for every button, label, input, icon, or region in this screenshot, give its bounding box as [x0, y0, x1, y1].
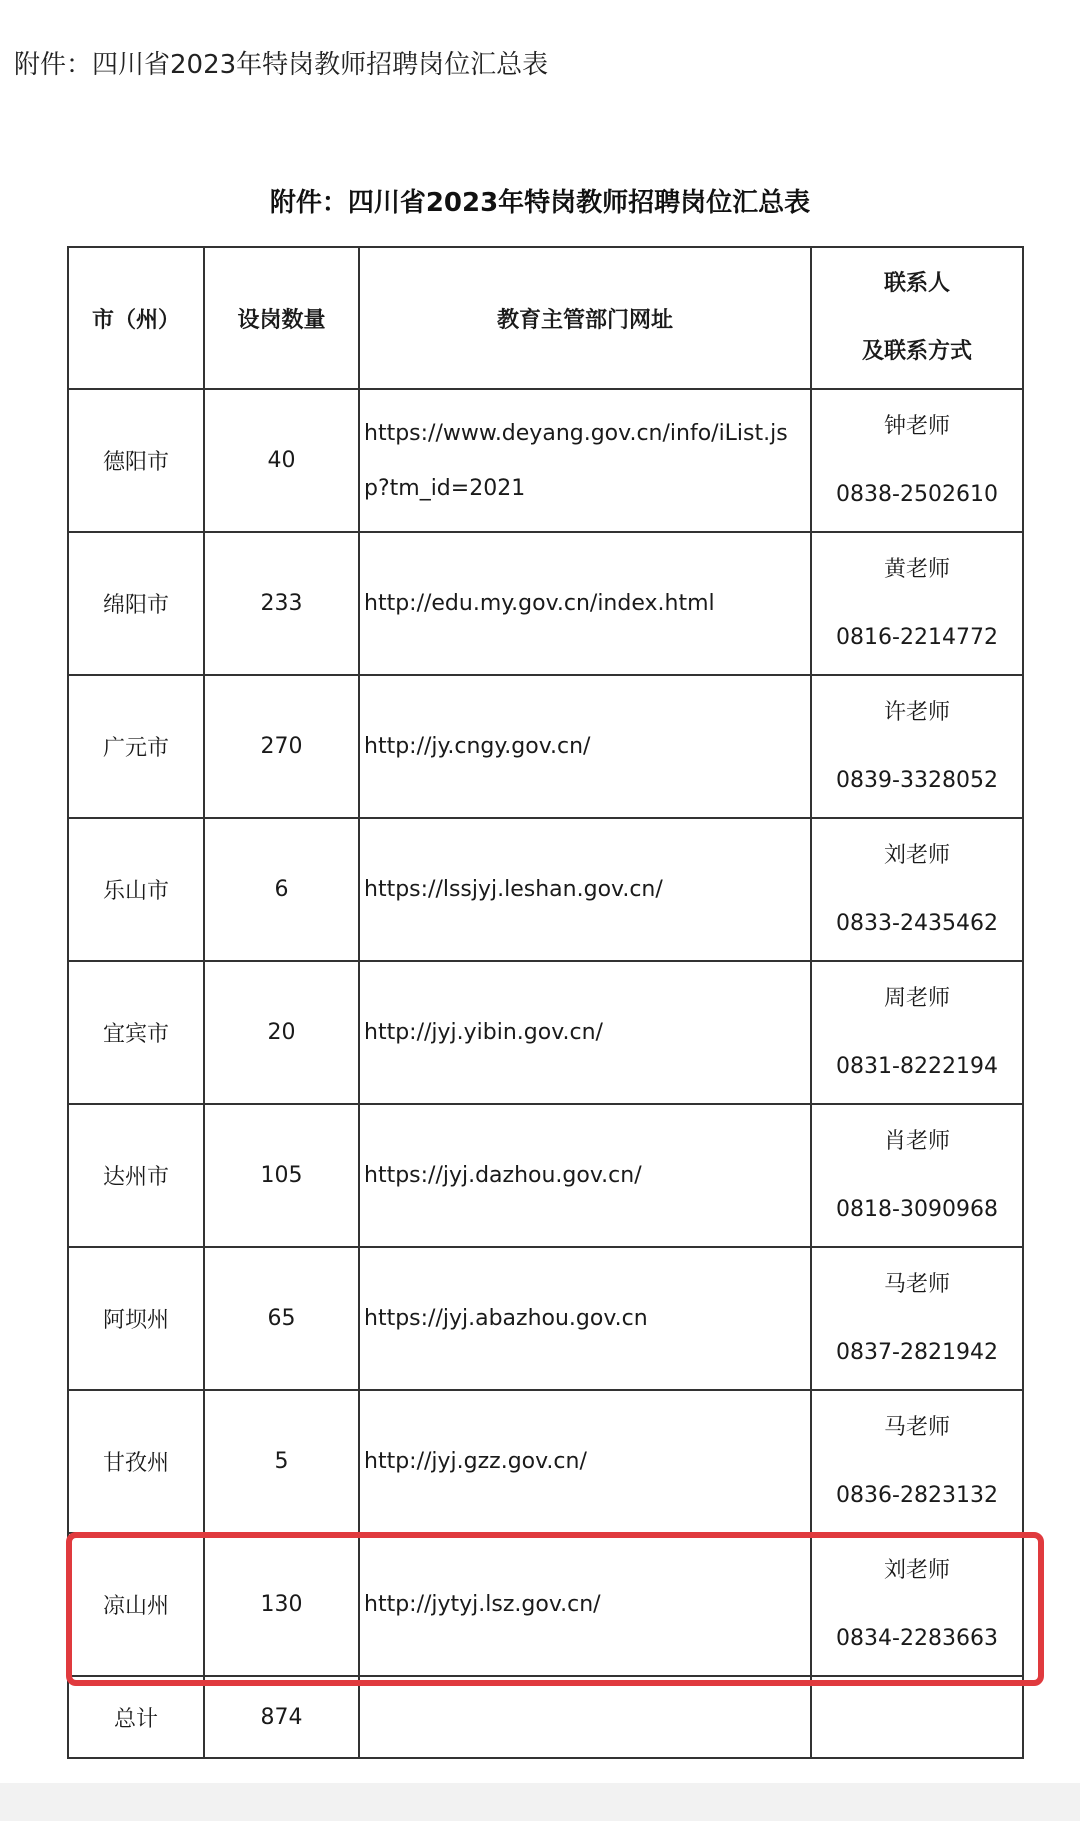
cell-count: 65	[204, 1247, 359, 1390]
contact-name: 黄老师	[883, 556, 950, 582]
bottom-strip	[0, 1783, 1080, 1821]
cell-city: 甘孜州	[68, 1390, 204, 1533]
total-url-empty	[359, 1676, 811, 1758]
cell-url[interactable]: http://jyj.yibin.gov.cn/	[359, 961, 811, 1104]
contact-phone: 0839-3328052	[836, 767, 998, 793]
table-row	[68, 1390, 1023, 1533]
cell-url[interactable]: http://jy.cngy.gov.cn/	[359, 675, 811, 818]
table-row	[68, 1247, 1023, 1390]
table-row	[68, 961, 1023, 1104]
cell-contact	[811, 1390, 1023, 1533]
table-title: 附件：四川省2023年特岗教师招聘岗位汇总表	[269, 188, 811, 218]
contact-phone: 0837-2821942	[836, 1339, 998, 1365]
cell-url[interactable]: http://edu.my.gov.cn/index.html	[359, 532, 811, 675]
contact-name: 肖老师	[883, 1128, 950, 1154]
cell-contact	[811, 675, 1023, 818]
contact-name: 刘老师	[883, 1557, 950, 1583]
header-contact-line2: 及联系方式	[861, 339, 972, 364]
header-city: 市（州）	[68, 247, 204, 389]
header-contact-line1: 联系人	[883, 271, 950, 296]
contact-name: 马老师	[883, 1414, 950, 1440]
cell-city: 宜宾市	[68, 961, 204, 1104]
cell-contact	[811, 961, 1023, 1104]
contact-phone: 0833-2435462	[836, 910, 998, 936]
cell-count: 40	[204, 389, 359, 532]
cell-contact	[811, 532, 1023, 675]
contact-name: 刘老师	[883, 842, 950, 868]
recruitment-table	[67, 246, 1024, 1759]
cell-url[interactable]: https://www.deyang.gov.cn/info/iList.jsp?tm_id=2021	[359, 389, 811, 532]
cell-contact	[811, 818, 1023, 961]
total-row	[68, 1676, 1023, 1758]
cell-city: 德阳市	[68, 389, 204, 532]
total-count: 874	[204, 1676, 359, 1758]
cell-url[interactable]: https://jyj.abazhou.gov.cn	[359, 1247, 811, 1390]
cell-city: 阿坝州	[68, 1247, 204, 1390]
table-row	[68, 818, 1023, 961]
attachment-caption: 附件：四川省2023年特岗教师招聘岗位汇总表	[14, 50, 549, 80]
cell-count: 270	[204, 675, 359, 818]
table-row	[68, 675, 1023, 818]
table-header-row	[68, 247, 1023, 389]
table-row	[68, 532, 1023, 675]
contact-phone: 0834-2283663	[836, 1625, 998, 1651]
cell-url[interactable]: http://jytyj.lsz.gov.cn/	[359, 1533, 811, 1676]
cell-url[interactable]: https://lssjyj.leshan.gov.cn/	[359, 818, 811, 961]
cell-count: 130	[204, 1533, 359, 1676]
cell-count: 233	[204, 532, 359, 675]
cell-contact	[811, 1247, 1023, 1390]
table-row	[68, 389, 1023, 532]
cell-city: 凉山州	[68, 1533, 204, 1676]
contact-phone: 0816-2214772	[836, 624, 998, 650]
cell-city: 达州市	[68, 1104, 204, 1247]
cell-city: 绵阳市	[68, 532, 204, 675]
contact-name: 周老师	[883, 985, 950, 1011]
header-count: 设岗数量	[204, 247, 359, 389]
total-contact-empty	[811, 1676, 1023, 1758]
cell-city: 乐山市	[68, 818, 204, 961]
cell-count: 105	[204, 1104, 359, 1247]
contact-phone: 0838-2502610	[836, 481, 998, 507]
cell-contact	[811, 1533, 1023, 1676]
table-row-highlighted	[68, 1533, 1023, 1676]
cell-url[interactable]: http://jyj.gzz.gov.cn/	[359, 1390, 811, 1533]
cell-count: 5	[204, 1390, 359, 1533]
total-label: 总计	[68, 1676, 204, 1758]
cell-url[interactable]: https://jyj.dazhou.gov.cn/	[359, 1104, 811, 1247]
header-contact	[811, 247, 1023, 389]
contact-phone: 0831-8222194	[836, 1053, 998, 1079]
contact-name: 许老师	[883, 699, 950, 725]
cell-count: 20	[204, 961, 359, 1104]
contact-name: 钟老师	[883, 413, 950, 439]
table-row	[68, 1104, 1023, 1247]
cell-contact	[811, 389, 1023, 532]
cell-count: 6	[204, 818, 359, 961]
contact-phone: 0818-3090968	[836, 1196, 998, 1222]
cell-contact	[811, 1104, 1023, 1247]
contact-phone: 0836-2823132	[836, 1482, 998, 1508]
cell-city: 广元市	[68, 675, 204, 818]
contact-name: 马老师	[883, 1271, 950, 1297]
header-url: 教育主管部门网址	[359, 247, 811, 389]
